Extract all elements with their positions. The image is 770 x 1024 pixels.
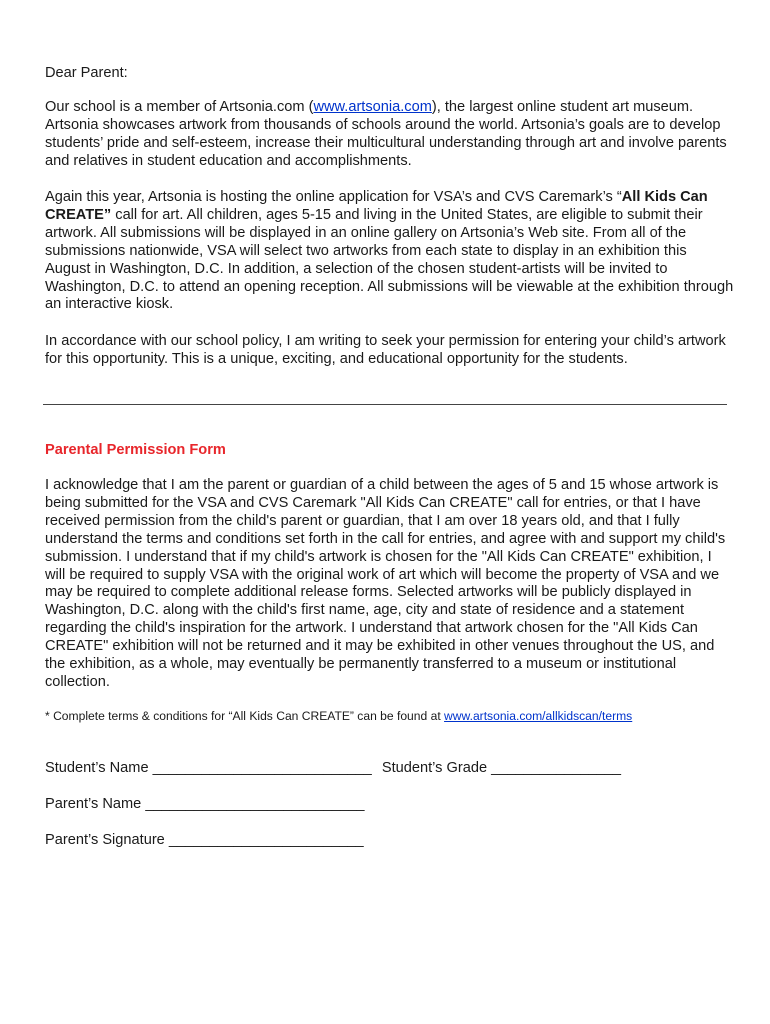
student-grade-label: Student’s Grade: [381, 760, 488, 776]
student-name-label: Student’s Name: [45, 760, 149, 776]
section-divider: [43, 404, 727, 405]
parent-signature-row: [45, 832, 364, 848]
hosting-text-start: Again this year, Artsonia is hosting the online application for VSA’s and CVS Caremark’s “: [45, 189, 622, 205]
hosting-text-end: call for art. All children, ages 5-15 and living in the United States, are eligible to submit their artwork. All submissions will be displayed in an online gallery on Artsonia’s Web site. From all of the submissions nationwide, VSA will select two artworks from each state to display in an exhibition this August in Washington, D.C. In addition, a selection of the chosen student-artists will be invited to Washington, D.C. to attend an opening reception. All submissions will be viewable at the exhibition through an interactive kiosk.: [45, 206, 734, 313]
parent-signature-label: Parent’s Signature: [45, 832, 165, 848]
parent-signature-blank[interactable]: ________________________: [168, 832, 364, 848]
parent-name-label: Parent’s Name: [45, 796, 142, 812]
footnote-text: * Complete terms & conditions for “All Kids Can CREATE” can be found at: [45, 709, 445, 723]
intro-paragraph: [45, 99, 735, 171]
parent-name-blank[interactable]: ___________________________: [145, 796, 365, 812]
hosting-paragraph: [45, 189, 735, 314]
student-name-field[interactable]: [45, 760, 372, 776]
parent-name-field[interactable]: [45, 796, 364, 812]
salutation: Dear Parent:: [45, 65, 128, 81]
student-info-row: [45, 760, 621, 776]
intro-text-start: Our school is a member of Artsonia.com (: [45, 99, 314, 115]
form-acknowledgement-text: I acknowledge that I am the parent or guardian of a child between the ages of 5 and 15 whose artwork is being submitted for the VSA and CVS Caremark "All Kids Can CREATE" call for entries, or that I have received permission from the child's parent or guardian, that I am over 18 years old, and that I fully understand the terms and conditions set forth in the call for entries, and agree with and support my child's submission. I understand that if my child's artwork is chosen for the "All Kids Can CREATE" exhibition, I will be required to supply VSA with the original work of art which will become the property of VSA and we may be required to complete additional release forms. Selected artworks will be publicly displayed in Washington, D.C. along with the child's first name, age, city and state of residence and a statement regarding the child's inspiration for the artwork. I understand that artwork chosen for the "All Kids Can CREATE" exhibition will not be returned and it may be exhibited in other venues throughout the US, and the exhibition, as a whole, may eventually be permanently transferred to a museum or institutional collection.: [45, 477, 726, 690]
artsonia-link[interactable]: www.artsonia.com: [313, 99, 432, 115]
permission-paragraph: In accordance with our school policy, I am writing to seek your permission for entering your child’s artwork for this opportunity. This is a unique, exciting, and educational opportunity for the students.: [45, 333, 726, 367]
student-grade-field[interactable]: [382, 760, 621, 776]
student-name-blank[interactable]: ___________________________: [152, 760, 372, 776]
terms-footnote: [45, 709, 632, 724]
terms-link[interactable]: www.artsonia.com/allkidscan/terms: [444, 709, 633, 723]
student-grade-blank[interactable]: ________________: [491, 760, 621, 776]
parent-name-row: [45, 796, 364, 812]
intro-text-end: ), the largest online student art museum. Artsonia showcases artwork from thousands of schools around the world. Artsonia’s goals are to develop students’ pride and self-esteem, increase their multicultural understanding through art and involve parents and relatives in student education and accomplishments.: [45, 99, 727, 169]
parent-signature-field[interactable]: [45, 832, 364, 848]
all-kids-can-create-bold: All Kids Can CREATE”: [45, 189, 708, 223]
form-title: Parental Permission Form: [45, 442, 226, 458]
